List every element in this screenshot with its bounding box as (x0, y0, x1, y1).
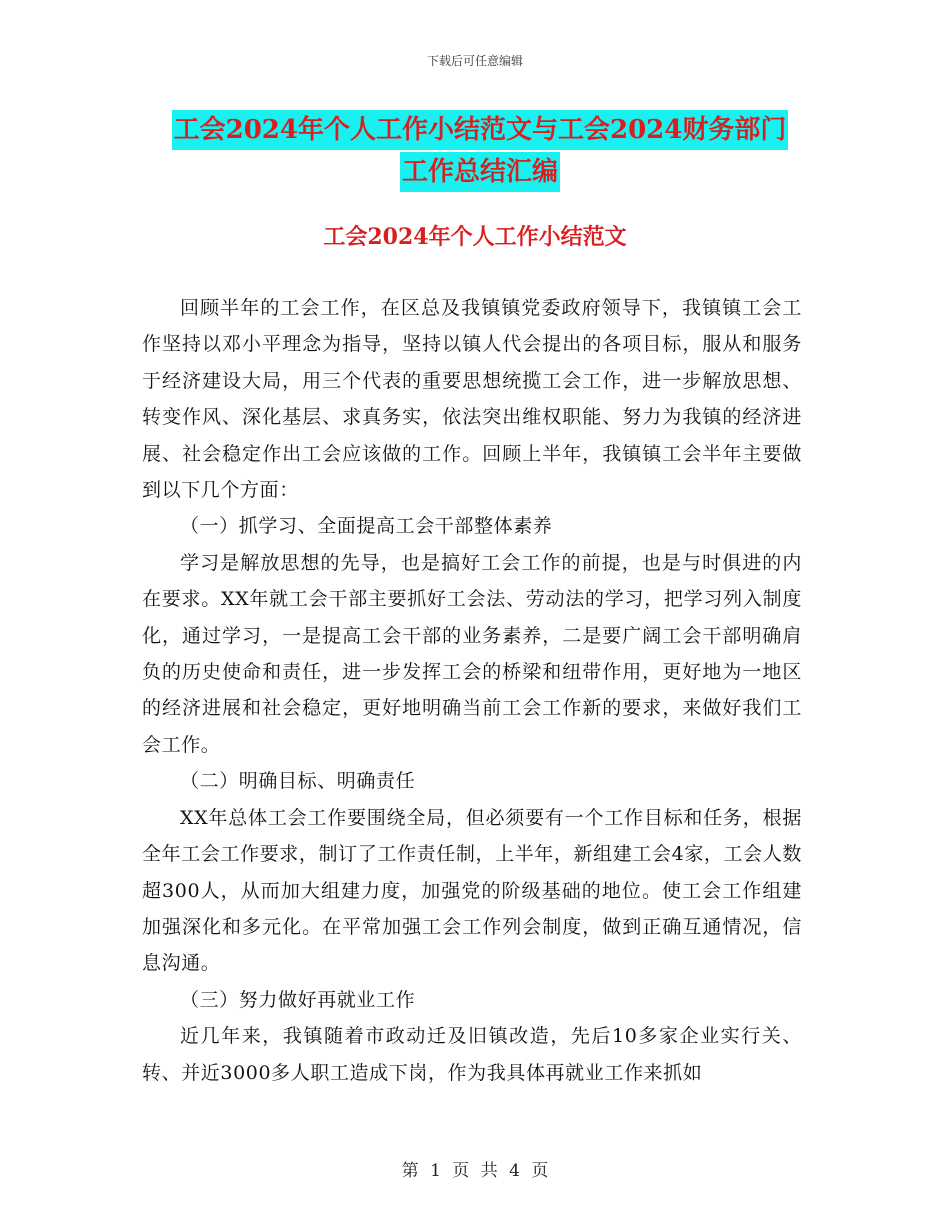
section-title: 工会2024年个人工作小结范文 (323, 224, 627, 250)
paragraph-goals: XX年总体工会工作要围绕全局，但必须要有一个工作目标和任务，根据全年工会工作要求，制订了工作责任制，上半年，新组建工会4家，工会人数超300人，从而加大组建力度，加强党的阶级基础的地位。使工会工作组建加强深化和多元化。在平常加强工会工作列会制度，做到正确互通情况，信息沟通。 (142, 806, 802, 975)
body-text (142, 290, 802, 1091)
subheading-1: （一）抓学习、全面提高工会干部整体素养 (180, 515, 553, 538)
subheading-3: （三）努力做好再就业工作 (180, 988, 416, 1011)
title-line-2: 工作总结汇编 (400, 152, 560, 192)
paragraph-study: 学习是解放思想的先导，也是搞好工会工作的前提，也是与时俱进的内在要求。XX年就工会干部主要抓好工会法、劳动法的学习，把学习列入制度化，通过学习，一是提高工会干部的业务素养，二是要广阔工会干部明确肩负的历史使命和责任，进一步发挥工会的桥梁和纽带作用，更好地为一地区的经济进展和社会稳定，更好地明确当前工会工作新的要求，来做好我们工会工作。 (142, 551, 802, 756)
page-footer: 第 1 页 共 4 页 (401, 1161, 549, 1181)
document-title (140, 110, 820, 192)
header-note: 下载后可任意编辑 (426, 54, 523, 68)
paragraph-intro: 回顾半年的工会工作，在区总及我镇镇党委政府领导下，我镇镇工会工作坚持以邓小平理念为指导，坚持以镇人代会提出的各项目标，服从和服务于经济建设大局，用三个代表的重要思想统揽工会工作，进一步解放思想、转变作风、深化基层、求真务实，依法突出维权职能、努力为我镇的经济进展、社会稳定作出工会应该做的工作。回顾上半年，我镇镇工会半年主要做到以下几个方面： (142, 297, 802, 502)
title-line-1: 工会2024年个人工作小结范文与工会2024财务部门 (172, 110, 789, 150)
subheading-2: （二）明确目标、明确责任 (180, 770, 416, 793)
paragraph-reemployment: 近几年来，我镇随着市政动迁及旧镇改造，先后10多家企业实行关、转、并近3000多人职工造成下岗，作为我具体再就业工作来抓如 (142, 1025, 802, 1084)
